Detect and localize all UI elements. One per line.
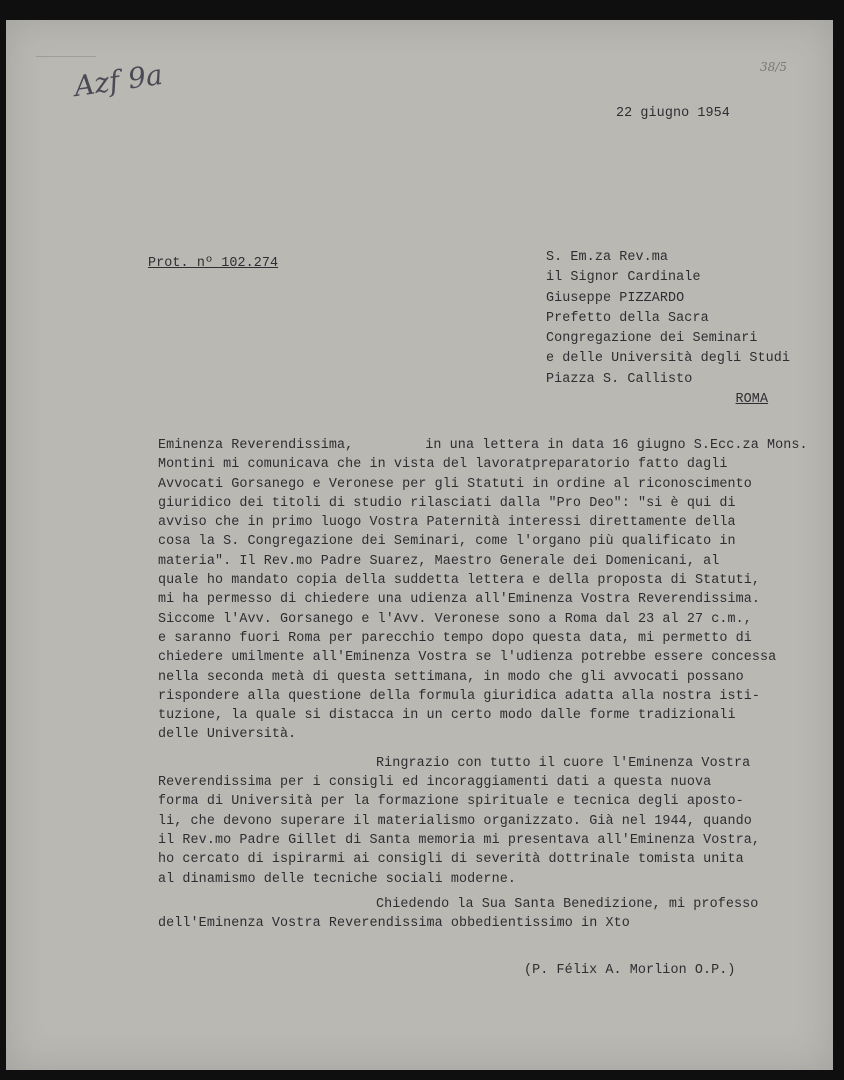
recipient-line: e delle Università degli Studi — [546, 351, 791, 367]
body-line: Chiedendo la Sua Santa Benedizione, mi professo — [376, 896, 759, 912]
recipient-line: Piazza S. Callisto — [546, 371, 693, 387]
body-line: forma di Università per la formazione spirituale e tecnica degli aposto- — [158, 794, 744, 810]
body-line: delle Università. — [158, 727, 297, 743]
protocol-number: Prot. nº 102.274 — [148, 256, 279, 271]
body-line: dell'Eminenza Vostra Reverendissima obbedientissimo in Xto — [158, 916, 630, 932]
recipient-address — [546, 248, 790, 410]
body-line: in una lettera in data 16 giugno S.Ecc.za Mons. — [425, 438, 808, 453]
body-line: nella seconda metà di questa settimana, in modo che gli avvocati possano — [158, 669, 744, 685]
body-line: materia". Il Rev.mo Padre Suarez, Maestro Generale dei Domenicani, al — [158, 553, 720, 569]
body-line: mi ha permesso di chiedere una udienza all'Eminenza Vostra Reverendissima. — [158, 592, 761, 608]
body-line: ho cercato di ispirarmi ai consigli di severità dottrinale tomista unita — [158, 852, 744, 868]
recipient-city: ROMA — [735, 392, 769, 408]
body-line: tuzione, la quale si distacca in un certo modo dalle forme tradizionali — [158, 708, 736, 724]
recipient-line: Congregazione dei Seminari — [546, 331, 758, 347]
recipient-line: Prefetto della Sacra — [546, 310, 709, 326]
recipient-line: il Signor Cardinale — [546, 270, 701, 286]
body-line: e saranno fuori Roma per parecchio tempo dopo questa data, mi permetto di — [158, 630, 752, 646]
body-line: chiedere umilmente all'Eminenza Vostra se l'udienza potrebbe essere concessa — [158, 650, 777, 666]
faint-pencil-mark — [36, 56, 96, 61]
body-line: avviso che in primo luogo Vostra Paternità interessi direttamente della — [158, 515, 736, 531]
letter-body — [158, 436, 808, 933]
letter-page — [6, 20, 833, 1070]
body-line: il Rev.mo Padre Gillet di Santa memoria mi presentava all'Eminenza Vostra, — [158, 832, 761, 848]
body-line: li, che devono superare il materialismo organizzato. Già nel 1944, quando — [158, 813, 752, 829]
signature-line: (P. Félix A. Morlion O.P.) — [524, 963, 736, 978]
handwritten-annotation: Azf 9a — [72, 57, 165, 104]
body-line: al dinamismo delle tecniche sociali moderne. — [158, 871, 516, 887]
body-line: Siccome l'Avv. Gorsanego e l'Avv. Veronese sono a Roma dal 23 al 27 c.m., — [158, 611, 752, 627]
archive-number-mark: 38/5 — [760, 60, 787, 74]
recipient-line: Giuseppe PIZZARDO — [546, 290, 685, 306]
body-line: Reverendissima per i consigli ed incoraggiamenti dati a questa nuova — [158, 775, 712, 791]
salutation: Eminenza Reverendissima, in una lettera in data 16 giugno S.Ecc.za Mons. — [158, 438, 808, 453]
body-line: quale ho mandato copia della suddetta lettera e della proposta di Statuti, — [158, 573, 761, 589]
body-line: Avvocati Gorsanego e Veronese per gli Statuti in ordine al riconoscimento — [158, 476, 752, 492]
recipient-line: S. Em.za Rev.ma — [546, 250, 669, 265]
body-line: Ringrazio con tutto il cuore l'Eminenza Vostra — [376, 755, 751, 771]
body-line: giuridico dei titoli di studio rilasciati dalla "Pro Deo": "si è qui di — [158, 495, 736, 511]
body-line: cosa la S. Congregazione dei Seminari, come l'organo più qualificato in — [158, 534, 736, 550]
letter-date: 22 giugno 1954 — [616, 106, 730, 121]
body-line: rispondere alla questione della formula giuridica adatta alla nostra isti- — [158, 688, 761, 704]
body-line: Montini mi comunicava che in vista del lavoratpreparatorio fatto dagli — [158, 457, 728, 473]
